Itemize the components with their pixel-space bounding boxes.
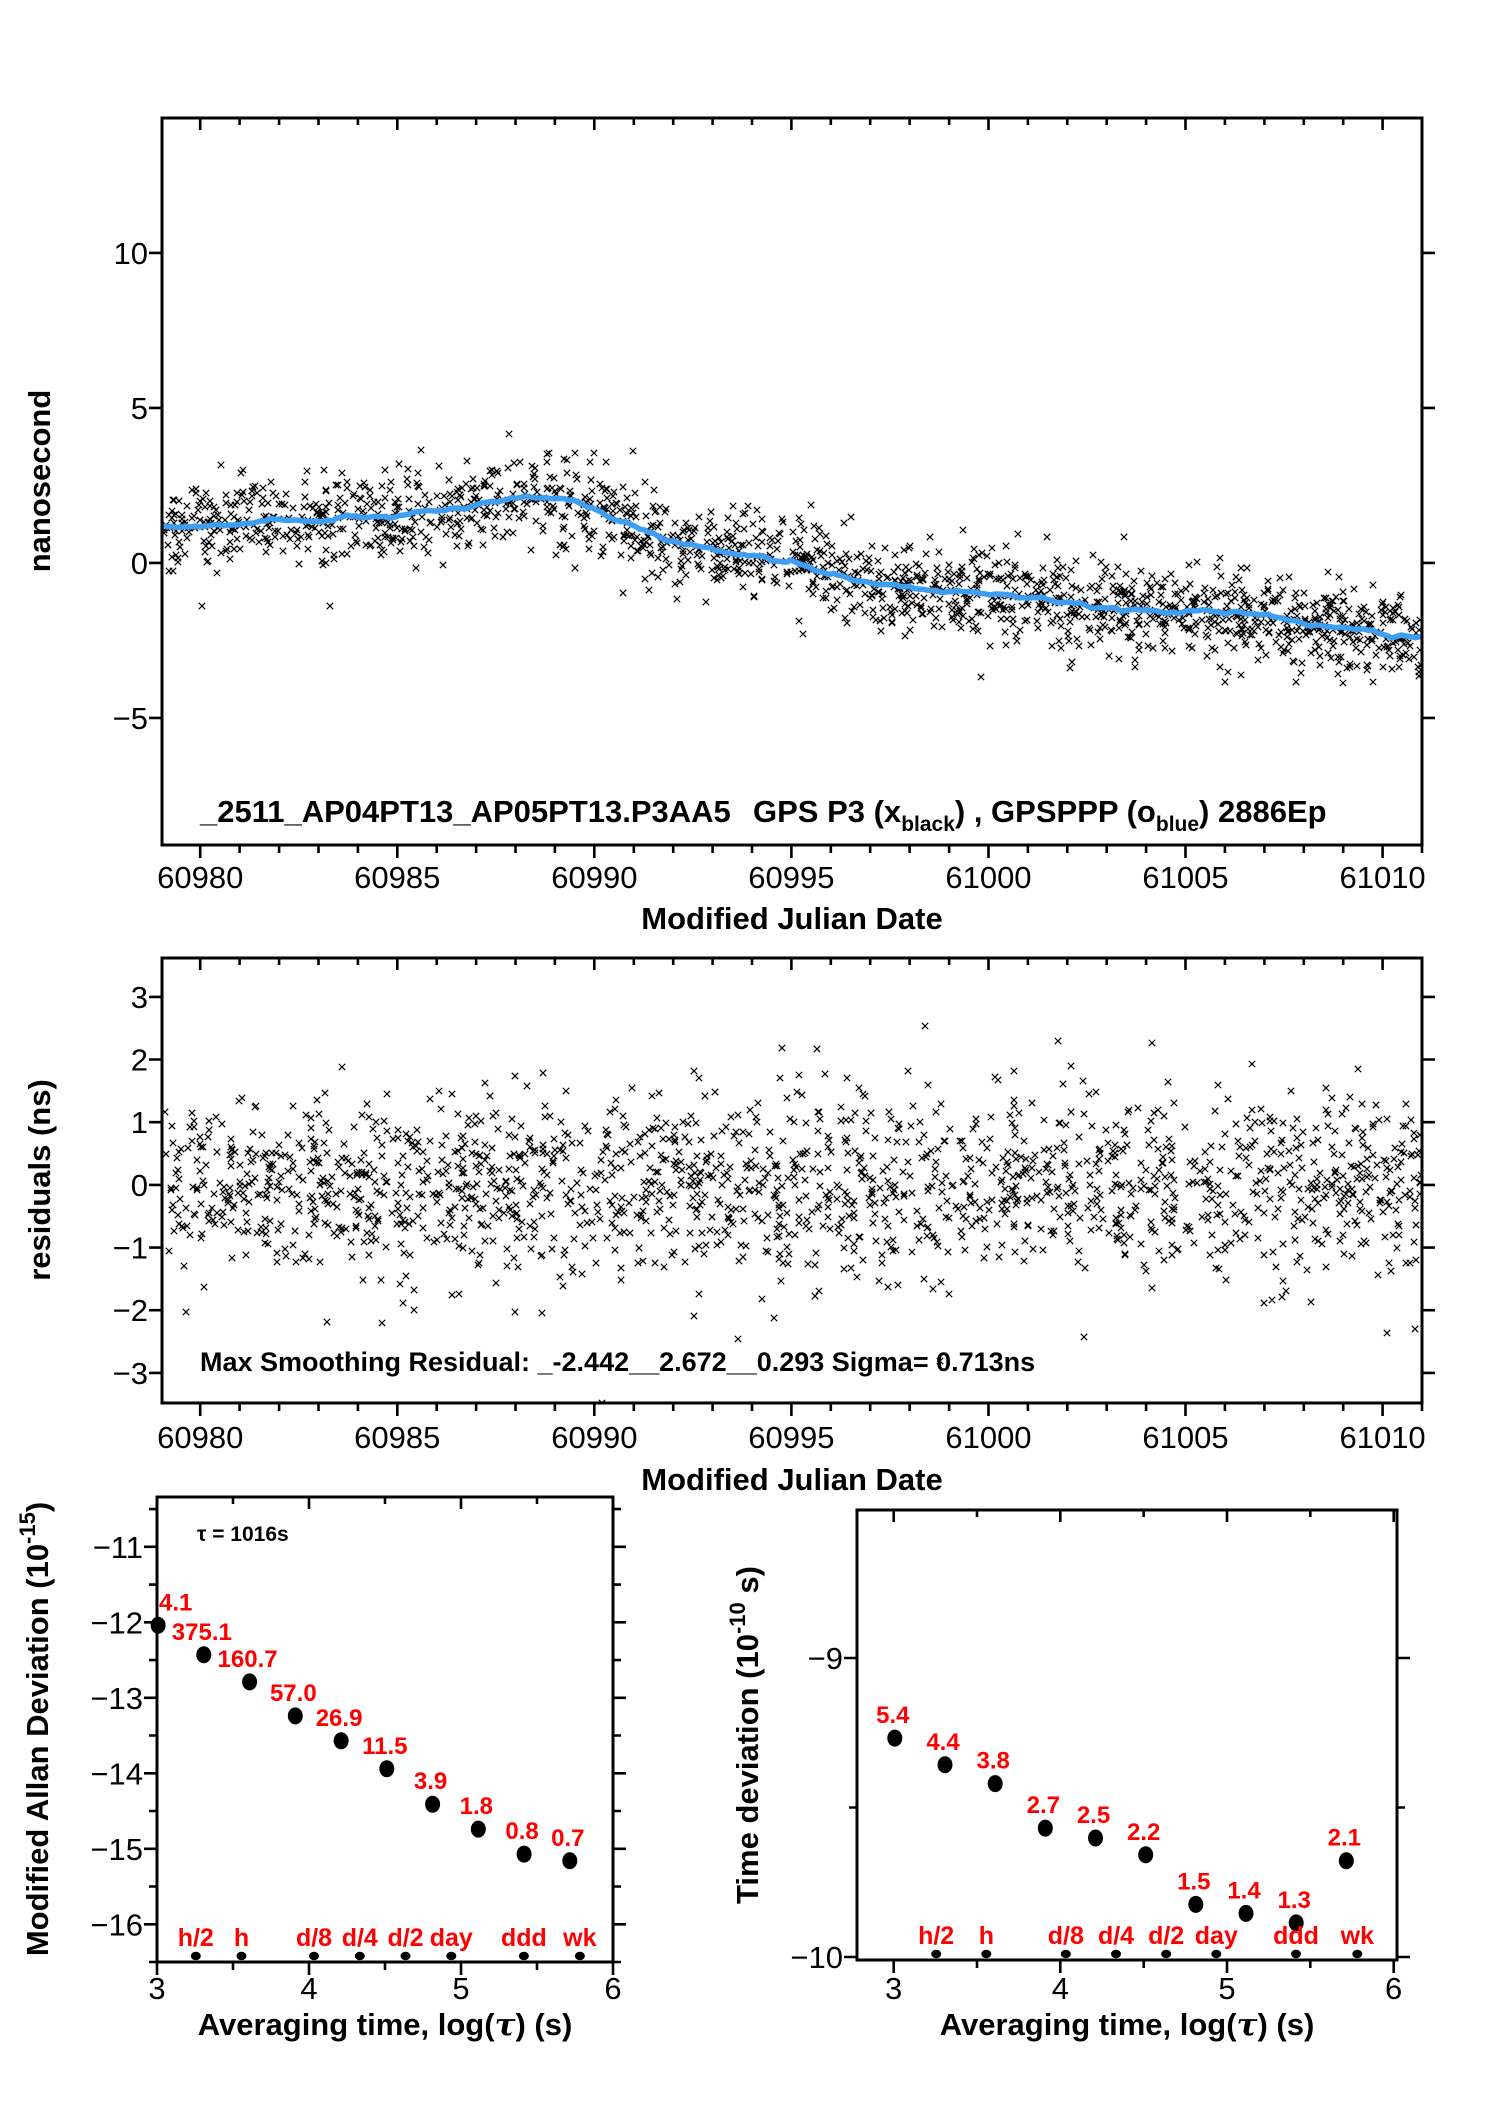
plot-frame [162,118,1422,845]
data-point-label: 26.9 [315,1704,363,1732]
y-tick-label: −1 [112,1230,148,1266]
data-point-label: 5.4 [876,1702,910,1730]
data-point-label: 0.8 [505,1818,539,1846]
plot-frame [162,958,1422,1403]
time-unit-label: day [429,1924,473,1952]
x-tick-label: 60985 [354,860,441,895]
data-point-label: 4.1 [159,1589,193,1617]
y-tick-label: 1 [130,1105,148,1141]
time-mark-dot [931,1950,941,1958]
data-point [471,1821,486,1838]
y-tick-label: −14 [90,1756,143,1792]
data-point [1188,1896,1203,1913]
data-point [425,1796,440,1813]
data-point-label: 375.1 [171,1618,232,1646]
y-tick-label: −5 [112,700,148,736]
tdev-plot-panel [725,1510,1410,2043]
x-tick-label: 60980 [157,860,244,895]
data-point-label: 0.7 [551,1824,585,1852]
y-tick-label: −2 [112,1293,148,1329]
data-point-label: 2.1 [1327,1824,1362,1852]
time-unit-label: wk [1340,1922,1375,1950]
time-unit-label: d/8 [295,1924,333,1952]
y-axis-title: Time deviation ($10^{-10}$ s) [725,1566,765,1904]
x-tick-label: 60980 [157,1420,244,1455]
y-tick-label: 2 [130,1042,148,1078]
tau-note: τ = 1016s [197,1523,289,1546]
time-mark-dot [1352,1950,1362,1958]
data-point [334,1732,349,1749]
x-axis-title: Modified Julian Date [641,1462,943,1497]
time-mark-dot [237,1952,247,1960]
data-point-label: 2.2 [1126,1818,1161,1846]
axis-ticks [149,118,1435,858]
time-mark-dot [519,1952,529,1960]
time-unit-label: d/4 [1097,1922,1135,1950]
x-tick-label: 61010 [1339,860,1426,895]
data-point [1138,1846,1153,1863]
time-mark-dot [1161,1950,1171,1958]
y-axis-title: Modified Allan Deviation $(10^{-15})$ [15,1501,55,1957]
data-point [562,1852,577,1869]
x-tick-label: 6 [1385,1971,1403,2006]
data-point-label: 1.4 [1227,1877,1261,1905]
time-unit-label: d/4 [341,1924,378,1952]
y-tick-label: −13 [90,1680,143,1716]
time-unit-label: wk [563,1924,597,1952]
x-tick-label: 3 [885,1971,903,2006]
y-axis-title: residuals (ns) [22,1079,57,1281]
time-unit-label: h/2 [177,1924,214,1952]
panel-title-series: GPS P3 $(x_{black})$ , GPSPPP $(o_{blue})$ 2886Ep [753,794,1327,836]
time-mark-dot [1211,1950,1221,1958]
x-tick-label: 60985 [354,1420,441,1455]
x-tick-label: 61005 [1142,860,1229,895]
data-point [1339,1852,1354,1869]
time-mark-dot [575,1952,585,1960]
y-tick-label: −16 [90,1907,143,1943]
data-point [938,1756,953,1773]
y-tick-label: −9 [807,1641,843,1677]
plot-area [161,431,1424,686]
time-mark-dot [1291,1950,1301,1958]
x-tick-label: 61000 [945,1420,1032,1455]
y-tick-label: 0 [130,1167,148,1203]
time-mark-dot [355,1952,365,1960]
time-unit-label: d/2 [1148,1922,1185,1950]
data-point-label: 1.8 [459,1793,494,1821]
x-axis-title: Modified Julian Date [641,901,943,936]
data-point [151,1617,166,1634]
data-point [517,1846,532,1863]
x-tick-label: 6 [604,1971,622,2006]
data-point-label: 160.7 [217,1645,278,1673]
y-tick-label: 0 [130,545,148,581]
plot-frame [157,1497,613,1962]
data-point [379,1760,394,1777]
time-mark-dot [309,1952,319,1960]
x-tick-label: 60995 [748,1420,835,1455]
data-point [988,1775,1003,1792]
data-point-label: 2.7 [1026,1792,1061,1820]
time-unit-label: day [1194,1922,1238,1950]
time-mark-dot [191,1952,201,1960]
time-unit-label: ddd [501,1924,547,1952]
y-tick-label: −3 [112,1355,148,1391]
x-tick-label: 5 [1218,1971,1236,2006]
y-tick-label: −11 [92,1529,143,1565]
data-point [887,1730,902,1747]
data-point-label: 3.9 [413,1768,448,1796]
x-tick-label: 60990 [551,1420,638,1455]
panel-title-file: _2511_AP04PT13_AP05PT13.P3AA5 [200,794,731,829]
x-axis-title: Averaging time, log(τ) (s) [197,2007,573,2043]
data-point [288,1707,303,1724]
x-tick-label: 61000 [945,860,1032,895]
mdev-plot-panel [15,1497,626,2043]
x-tick-label: 4 [300,1971,318,2006]
x-tick-label: 61010 [1339,1420,1426,1455]
data-point-label: 3.8 [976,1747,1010,1775]
data-point-label: 2.5 [1076,1802,1111,1830]
y-tick-label: −12 [90,1605,143,1641]
time-mark-dot [401,1952,411,1960]
x-axis-title: Averaging time, log(τ) (s) [939,2007,1315,2043]
data-point [1088,1830,1103,1847]
time-unit-label: h/2 [918,1922,955,1950]
data-point [196,1646,211,1663]
data-point-label: 11.5 [362,1732,408,1760]
y-axis-title: nanosecond [22,389,57,573]
y-tick-label: 3 [130,979,148,1015]
x-tick-label: 5 [452,1971,470,2006]
data-point-label: 4.4 [926,1728,960,1756]
x-tick-label: 3 [148,1971,166,2006]
time-mark-dot [1111,1950,1121,1958]
data-point-label: 1.5 [1177,1868,1211,1896]
time-unit-label: h [978,1922,994,1950]
y-tick-label: 10 [113,235,148,271]
time-unit-label: d/8 [1047,1922,1084,1950]
x-tick-label: 61005 [1142,1420,1229,1455]
time-unit-label: ddd [1273,1922,1319,1950]
y-tick-label: −10 [790,1940,843,1976]
time-unit-label: h [233,1924,250,1952]
time-unit-label: d/2 [387,1924,424,1952]
max-residual-annotation: Max Smoothing Residual: _-2.442__2.672__0.293 Sigma= 0.713ns [200,1347,1036,1377]
data-point-label: 57.0 [269,1679,317,1707]
data-point-label: 1.3 [1277,1886,1311,1914]
residuals-plot-panel [22,958,1435,1497]
data-point [1038,1820,1053,1837]
data-point [1239,1905,1254,1922]
x-tick-label: 60990 [551,860,638,895]
y-tick-label: 5 [130,390,148,426]
phase-plot-panel [22,118,1435,936]
time-mark-dot [446,1952,456,1960]
time-mark-dot [981,1950,991,1958]
x-tick-label: 60995 [748,860,835,895]
time-mark-dot [1061,1950,1071,1958]
data-point [242,1673,257,1690]
y-tick-label: −15 [90,1831,143,1867]
x-tick-label: 4 [1051,1971,1069,2006]
